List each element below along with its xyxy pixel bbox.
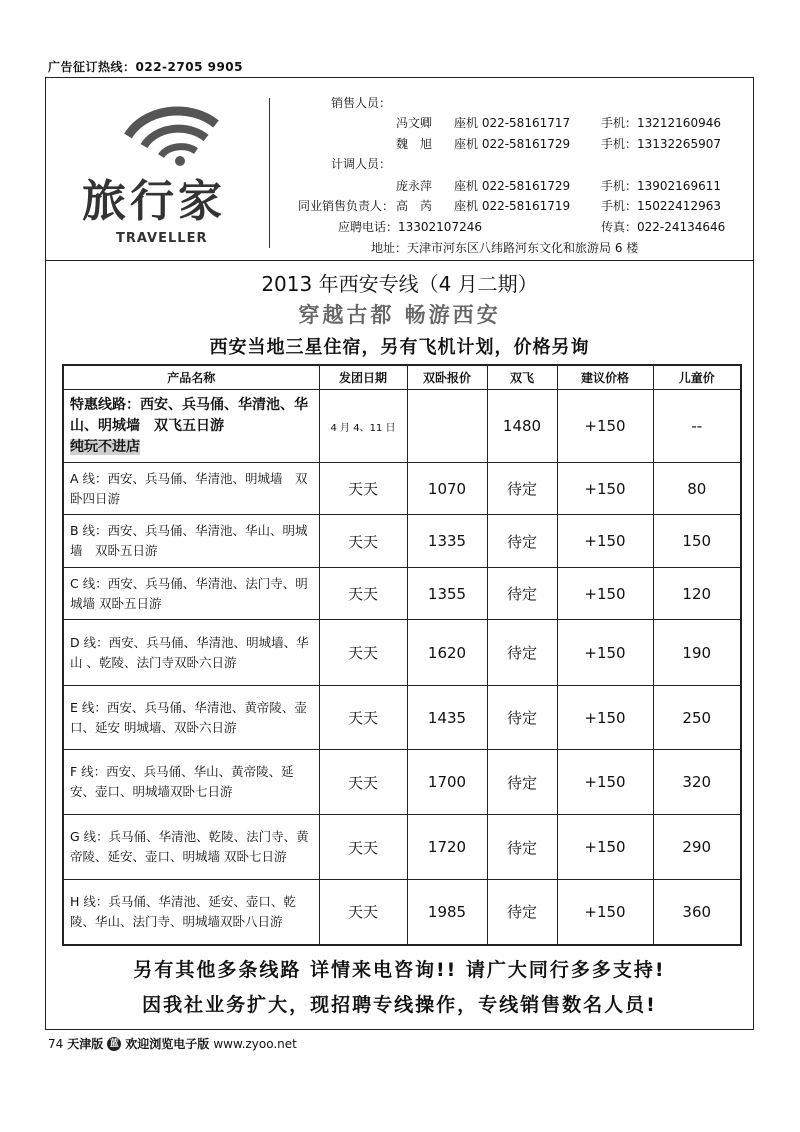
edition-badge-icon: 蓝 xyxy=(107,1037,121,1051)
logo xyxy=(76,103,271,253)
child-cell: 120 xyxy=(653,568,741,620)
table-row xyxy=(63,686,741,750)
child-cell: 360 xyxy=(653,880,741,945)
child-cell: 80 xyxy=(653,463,741,515)
child-cell: 250 xyxy=(653,686,741,750)
date-cell: 天天 xyxy=(319,568,407,620)
date-cell: 天天 xyxy=(319,620,407,686)
suggest-cell: +150 xyxy=(557,686,653,750)
suggest-cell: +150 xyxy=(557,620,653,686)
flight-cell: 待定 xyxy=(487,515,557,568)
table-row xyxy=(63,568,741,620)
route-cell: B 线：西安、兵马俑、华清池、华山、明城墙 双卧五日游 xyxy=(63,515,319,568)
table-row xyxy=(63,463,741,515)
sleeper-cell: 1985 xyxy=(407,880,487,945)
suggest-cell: +150 xyxy=(557,815,653,880)
site-url[interactable]: www.zyoo.net xyxy=(213,1036,297,1051)
date-cell: 天天 xyxy=(319,815,407,880)
edition-label: 天津版 xyxy=(67,1037,104,1051)
sales-mobile-2: 手机：13132265907 xyxy=(601,137,721,151)
header-flight: 双飞 xyxy=(487,365,557,390)
child-cell: 150 xyxy=(653,515,741,568)
route-cell: H 线：兵马俑、华清池、延安、壶口、乾陵、华山、法门寺、明城墙双卧八日游 xyxy=(63,880,319,945)
special-suggest: +150 xyxy=(557,390,653,463)
page-title: 2013 年西安专线（4 月二期） xyxy=(261,272,538,296)
suggest-cell: +150 xyxy=(557,463,653,515)
route-cell: F 线：西安、兵马俑、华山、黄帝陵、延安、壶口、明城墙双卧七日游 xyxy=(63,750,319,815)
header-suggest: 建议价格 xyxy=(557,365,653,390)
sleeper-cell: 1700 xyxy=(407,750,487,815)
suggest-cell: +150 xyxy=(557,515,653,568)
special-child: -- xyxy=(653,390,741,463)
page-number: 74 xyxy=(48,1036,64,1051)
header xyxy=(46,78,753,261)
sales-label: 销售人员： xyxy=(331,96,392,110)
planner-mobile: 手机：13902169611 xyxy=(601,179,721,193)
price-table xyxy=(62,364,742,946)
welcome-text: 欢迎浏览电子版 xyxy=(125,1037,210,1051)
table-header-row xyxy=(63,365,741,390)
special-date: 4 月 4、11 日 xyxy=(319,390,407,463)
ad-frame xyxy=(45,77,754,1030)
title-block xyxy=(46,268,753,359)
sales-mobile-1: 手机：13212160946 xyxy=(601,116,721,130)
sales-name-1: 冯文卿 xyxy=(396,116,433,130)
suggest-cell: +150 xyxy=(557,880,653,945)
sleeper-cell: 1335 xyxy=(407,515,487,568)
flight-cell: 待定 xyxy=(487,815,557,880)
header-product: 产品名称 xyxy=(63,365,319,390)
sales-landline-1: 座机 022-58161717 xyxy=(454,116,571,130)
table-row-special xyxy=(63,390,741,463)
special-route-text: 特惠线路：西安、兵马俑、华清池、华山、明城墙 双飞五日游 xyxy=(70,396,308,434)
sales-name-2: 魏 旭 xyxy=(396,137,433,151)
planner-name: 庞永萍 xyxy=(396,179,433,193)
flight-cell: 待定 xyxy=(487,620,557,686)
header-sleeper: 双卧报价 xyxy=(407,365,487,390)
planner-landline: 座机 022-58161729 xyxy=(454,179,571,193)
flight-cell: 待定 xyxy=(487,568,557,620)
flight-cell: 待定 xyxy=(487,463,557,515)
wifi-logo-icon xyxy=(116,106,226,166)
address: 地址：天津市河东区八纬路河东文化和旅游局 6 楼 xyxy=(371,241,639,255)
logo-chinese-text: 旅行家 xyxy=(82,176,226,227)
table-row xyxy=(63,815,741,880)
header-child: 儿童价 xyxy=(653,365,741,390)
child-cell: 320 xyxy=(653,750,741,815)
route-cell: A 线：西安、兵马俑、华清池、明城墙 双卧四日游 xyxy=(63,463,319,515)
child-cell: 190 xyxy=(653,620,741,686)
flight-cell: 待定 xyxy=(487,880,557,945)
child-cell: 290 xyxy=(653,815,741,880)
date-cell: 天天 xyxy=(319,750,407,815)
sleeper-cell: 1620 xyxy=(407,620,487,686)
recruit-phone: 应聘电话：13302107246 xyxy=(338,220,482,234)
special-tag: 纯玩不进店 xyxy=(70,438,140,455)
sleeper-cell: 1435 xyxy=(407,686,487,750)
peer-mobile: 手机：15022412963 xyxy=(601,199,721,213)
peer-name: 高 芮 xyxy=(396,199,433,213)
table-row xyxy=(63,880,741,945)
sales-landline-2: 座机 022-58161729 xyxy=(454,137,571,151)
route-cell: D 线：西安、兵马俑、华清池、明城墙、华山 、乾陵、法门寺双卧六日游 xyxy=(63,620,319,686)
suggest-cell: +150 xyxy=(557,568,653,620)
page-footer xyxy=(48,1035,297,1052)
sleeper-cell: 1355 xyxy=(407,568,487,620)
suggest-cell: +150 xyxy=(557,750,653,815)
peer-label: 同业销售负责人： xyxy=(298,199,395,213)
table-row xyxy=(63,515,741,568)
peer-landline: 座机 022-58161719 xyxy=(454,199,571,213)
date-cell: 天天 xyxy=(319,686,407,750)
planner-label: 计调人员： xyxy=(331,157,392,171)
header-date: 发团日期 xyxy=(319,365,407,390)
sleeper-cell: 1720 xyxy=(407,815,487,880)
route-cell: E 线：西安、兵马俑、华清池、黄帝陵、壶口、延安 明城墙、双卧六日游 xyxy=(63,686,319,750)
page-subtitle: 穿越古都 畅游西安 xyxy=(298,303,501,327)
route-cell: G 线：兵马俑、华清池、乾陵、法门寺、黄帝陵、延安、壶口、明城墙 双卧七日游 xyxy=(63,815,319,880)
accommodation-note: 西安当地三星住宿，另有飞机计划，价格另询 xyxy=(209,337,590,358)
logo-english-text: TRAVELLER xyxy=(116,231,208,246)
table-row xyxy=(63,620,741,686)
special-flight: 1480 xyxy=(487,390,557,463)
footer-consult-line: 另有其他多条线路 详情来电咨询!! 请广大同行多多支持! xyxy=(133,959,666,981)
fax: 传真：022-24134646 xyxy=(601,220,726,234)
divider xyxy=(269,98,270,248)
date-cell: 天天 xyxy=(319,880,407,945)
sleeper-cell: 1070 xyxy=(407,463,487,515)
date-cell: 天天 xyxy=(319,463,407,515)
ad-hotline: 广告征订热线：022-2705 9905 xyxy=(48,60,244,74)
footer-recruit-line: 因我社业务扩大，现招聘专线操作，专线销售数名人员! xyxy=(142,994,657,1016)
date-cell: 天天 xyxy=(319,515,407,568)
flight-cell: 待定 xyxy=(487,750,557,815)
special-route-cell xyxy=(63,390,319,463)
flight-cell: 待定 xyxy=(487,686,557,750)
route-cell: C 线：西安、兵马俑、华清池、法门寺、明城墙 双卧五日游 xyxy=(63,568,319,620)
table-row xyxy=(63,750,741,815)
special-sleeper xyxy=(407,390,487,463)
